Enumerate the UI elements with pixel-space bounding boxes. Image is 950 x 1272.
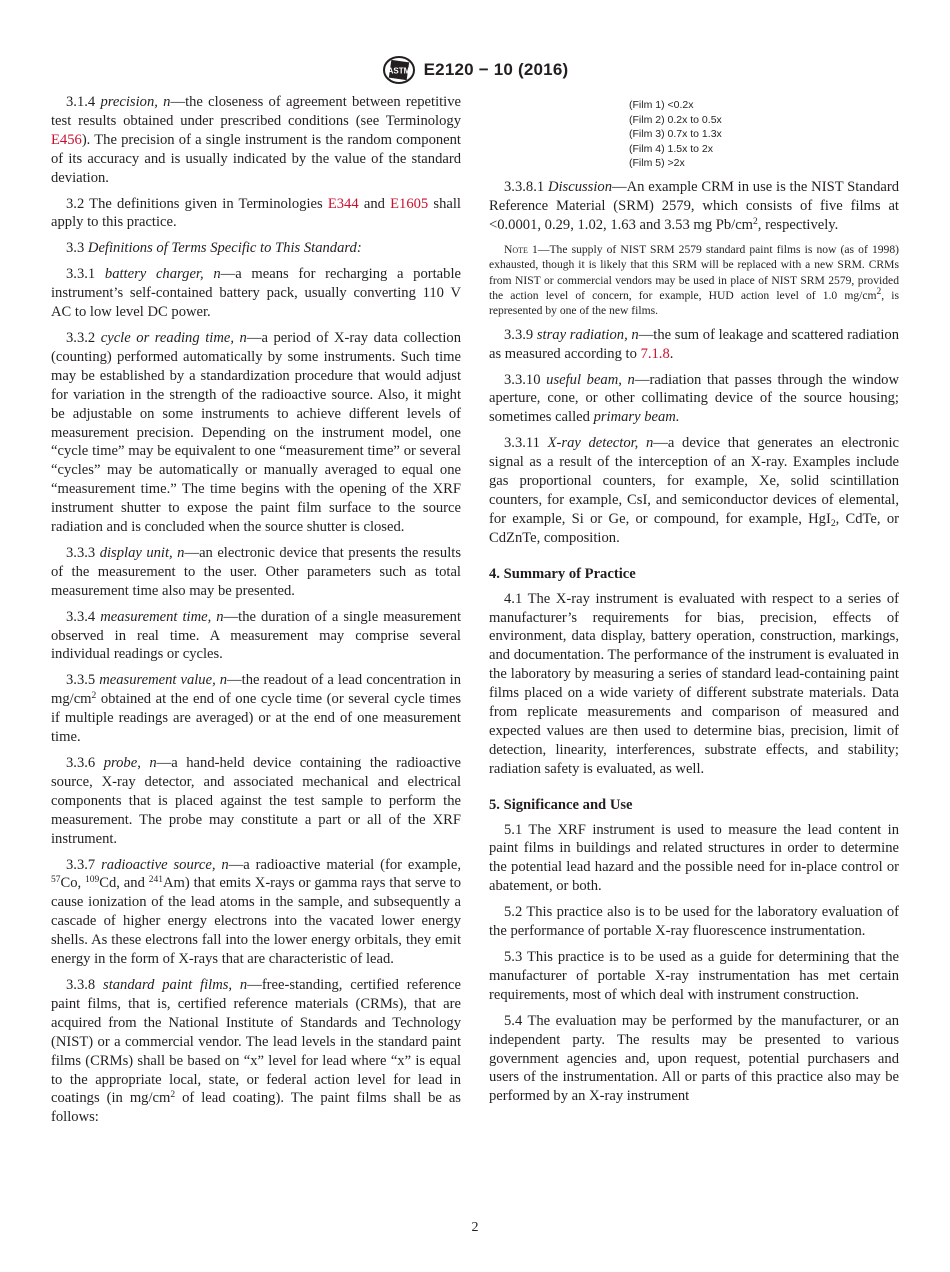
film-list [629,98,899,171]
paragraph-3-3-7: 3.3.7 radioactive source, n—a radioactive material (for example, $^{57}$Co, $^{109}$Cd, and $^{241}$Am) that emits X-rays or gamma rays that serve to cause ionization of the lead atoms in the sample, and subsequently a cascade of higher energy electrons into the vacated lower energy shells. As these electrons fall into the lower energy orbitals, they emit energy in the form of X-rays that are characteristic of lead. [51,856,462,968]
paragraph-3-3-9: 3.3.9 stray radiation, n—the sum of leakage and scattered radiation as measured according to 7.1.8. [489,326,899,362]
paragraph-4-1: 4.1 The X-ray instrument is evaluated with respect to a series of manufacturer’s requirements for bias, precision, effects of environment, data display, battery operation, construction, markings, and documentation. The performance of the instrument is evaluated in the laboratory by measuring a series of standard lead-containing paint films placed on a wide variety of different substrate materials. Data from replicate measurements and comparison of measured and expected values are then used to determine bias, precision, limit of detection, linearity, interferences, substrate effects, and stability; radiation safety is evaluated, as well. [489,590,899,777]
right-column [489,98,899,1113]
paragraph-3-1-4: 3.1.4 precision, n—the closeness of agreement between repetitive test results obtained under prescribed conditions (see Terminology E456). The precision of a single instrument is the random component of its accuracy and is usually indicated by the value of the standard deviation. [51,94,462,186]
paragraph-3-3-1: 3.3.1 battery charger, n—a means for recharging a portable instrument’s self-contained battery pack, usually converting 110 V AC to low level DC power. [51,266,461,321]
paragraph-3-3-2: 3.3.2 cycle or reading time, n—a period of X-ray data collection (counting) performed automatically by some instruments. Such time may be established by a standardization procedure that would adjust for variation in the strength of the radioactive source. Also, it might be adjustable on some instruments to achieve different levels of measurement precision. Depending on the instrument model, one “cycle time” may be equivalent to one “measurement time” or several “cycles” may be automatically or manually averaged to equal one “measurement time.” The time begins with the opening of the XRF instrument shutter to expose the paint film surface to the source radiation and is concluded when the source shutter is closed. [51,329,462,536]
ref-link-e344[interactable]: E344 [327,195,359,212]
list-item: (Film 2) 0.2x to 0.5x [629,113,722,126]
paragraph-5-2: 5.2 This practice also is to be used for the laboratory evaluation of the performance of portable X-ray fluorescence instrumentation. [489,904,899,940]
left-column [51,93,461,1134]
list-item: (Film 3) 0.7x to 1.3x [629,128,722,141]
paragraph-3-3-3: 3.3.3 display unit, n—an electronic device that presents the results of the measurement to the user. Other parameters such as total measurement time also may be presented. [51,544,461,599]
list-item: (Film 4) 1.5x to 2x [629,142,714,155]
page-number: 2 [471,1220,479,1235]
paragraph-3-3: 3.3 Definitions of Terms Specific to This Standard: [66,240,362,257]
paragraph-5-1: 5.1 The XRF instrument is used to measure the lead content in paint films in buildings and related structures in order to determine the potential lead hazard and the possible need for in-place control or abatement, or both. [489,821,899,895]
paragraph-3-3-11: 3.3.11 X-ray detector, n—a device that generates an electronic signal as a result of the interception of an X-ray. Examples include gas proportional counters, for example, Xe, solid scintillation counters, for example, CsI, and semiconductor devices of elemental, for example, Si or Ge, or compound, for example, HgI$_2$, CdTe, or CdZnTe, composition. [489,435,899,546]
paragraph-5-3: 5.3 This practice is to be used as a guide for determining that the manufacturer of portable X-ray instrumentation has met certain requirements, most of which deal with instrument construction. [489,949,899,1003]
ref-link-7-1-8[interactable]: 7.1.8 [640,345,670,362]
svg-text:ASTM: ASTM [387,66,410,76]
ref-link-e456[interactable]: E456 [51,131,82,148]
paragraph-3-3-8-1: 3.3.8.1 Discussion—An example CRM in use is the NIST Standard Reference Material (SRM) 2579, which consists of five films at <0.0001, 0.29, 1.02, 1.63 and 3.53 mg $Pb/cm^2$, respectively. [489,178,900,233]
paragraph-3-3-6: 3.3.6 probe, n—a hand-held device containing the radioactive source, X-ray detector, and associated mechanical and electrical components that is placed against the test sample to perform the measurement. The probe may constitute a part or all of the XRF instrument. [51,755,461,847]
section-heading-5: 5. Significance and Use [489,796,633,813]
paragraph-3-3-10: 3.3.10 useful beam, n—radiation that passes through the window aperture, cone, or other collimating device of the source housing; sometimes called primary beam. [489,371,899,426]
section-heading-4: 4. Summary of Practice [489,565,636,582]
paragraph-3-3-4: 3.3.4 measurement time, n—the duration of a single measurement observed in real time. A measurement may comprise several individual readings or cycles. [51,608,461,663]
paragraph-5-4: 5.4 The evaluation may be performed by the manufacturer, or an independent party. The results may be presented to various government agencies and, upon request, potential purchasers and users of the instrumentation. All or parts of this practice also may be performed by an X-ray instrument [489,1012,899,1105]
paragraph-3-3-8: 3.3.8 standard paint films, n—free-standing, certified reference paint films, that is, certified reference materials (CRMs), that are acquired from the National Institute of Standards and Technology (NIST) or a commercial vendor. The lead levels in the standard paint films (CRMs) shall be based on “x” level for lead where “x” is equal to the appropriate local, state, or federal action level for lead in coatings (in $mg/cm^2$ of lead coating). The paint films shall be as follows: [51,976,461,1126]
astm-logo-icon [382,55,416,85]
note-1: Note 1—The supply of NIST SRM 2579 standard paint films is now (as of 1998) exhausted, though it is likely that this SRM will be replaced with a new SRM. CRMs from NIST or commercial vendors may be used in place of NIST SRM 2579, provided the action level of concern, for example, HUD action level of 1.0 $mg/cm^2$, is represented by one of the new films. [489,242,899,318]
paragraph-3-3-5: 3.3.5 measurement value, n—the readout of a lead concentration in $mg/cm^2$ obtained at the end of one cycle time (or several cycle times if multiple readings are averaged) or at the end of one measurement time. [51,672,461,746]
ref-link-e1605[interactable]: E1605 [390,195,429,212]
page-header [0,56,950,84]
list-item: (Film 1) <0.2x [629,99,694,111]
document-designation: E2120 − 10 (2016) [423,60,569,79]
list-item: (Film 5) >2x [629,157,685,170]
paragraph-3-2: 3.2 The definitions given in Terminologies E344 and E1605 shall apply to this practice. [51,195,461,231]
